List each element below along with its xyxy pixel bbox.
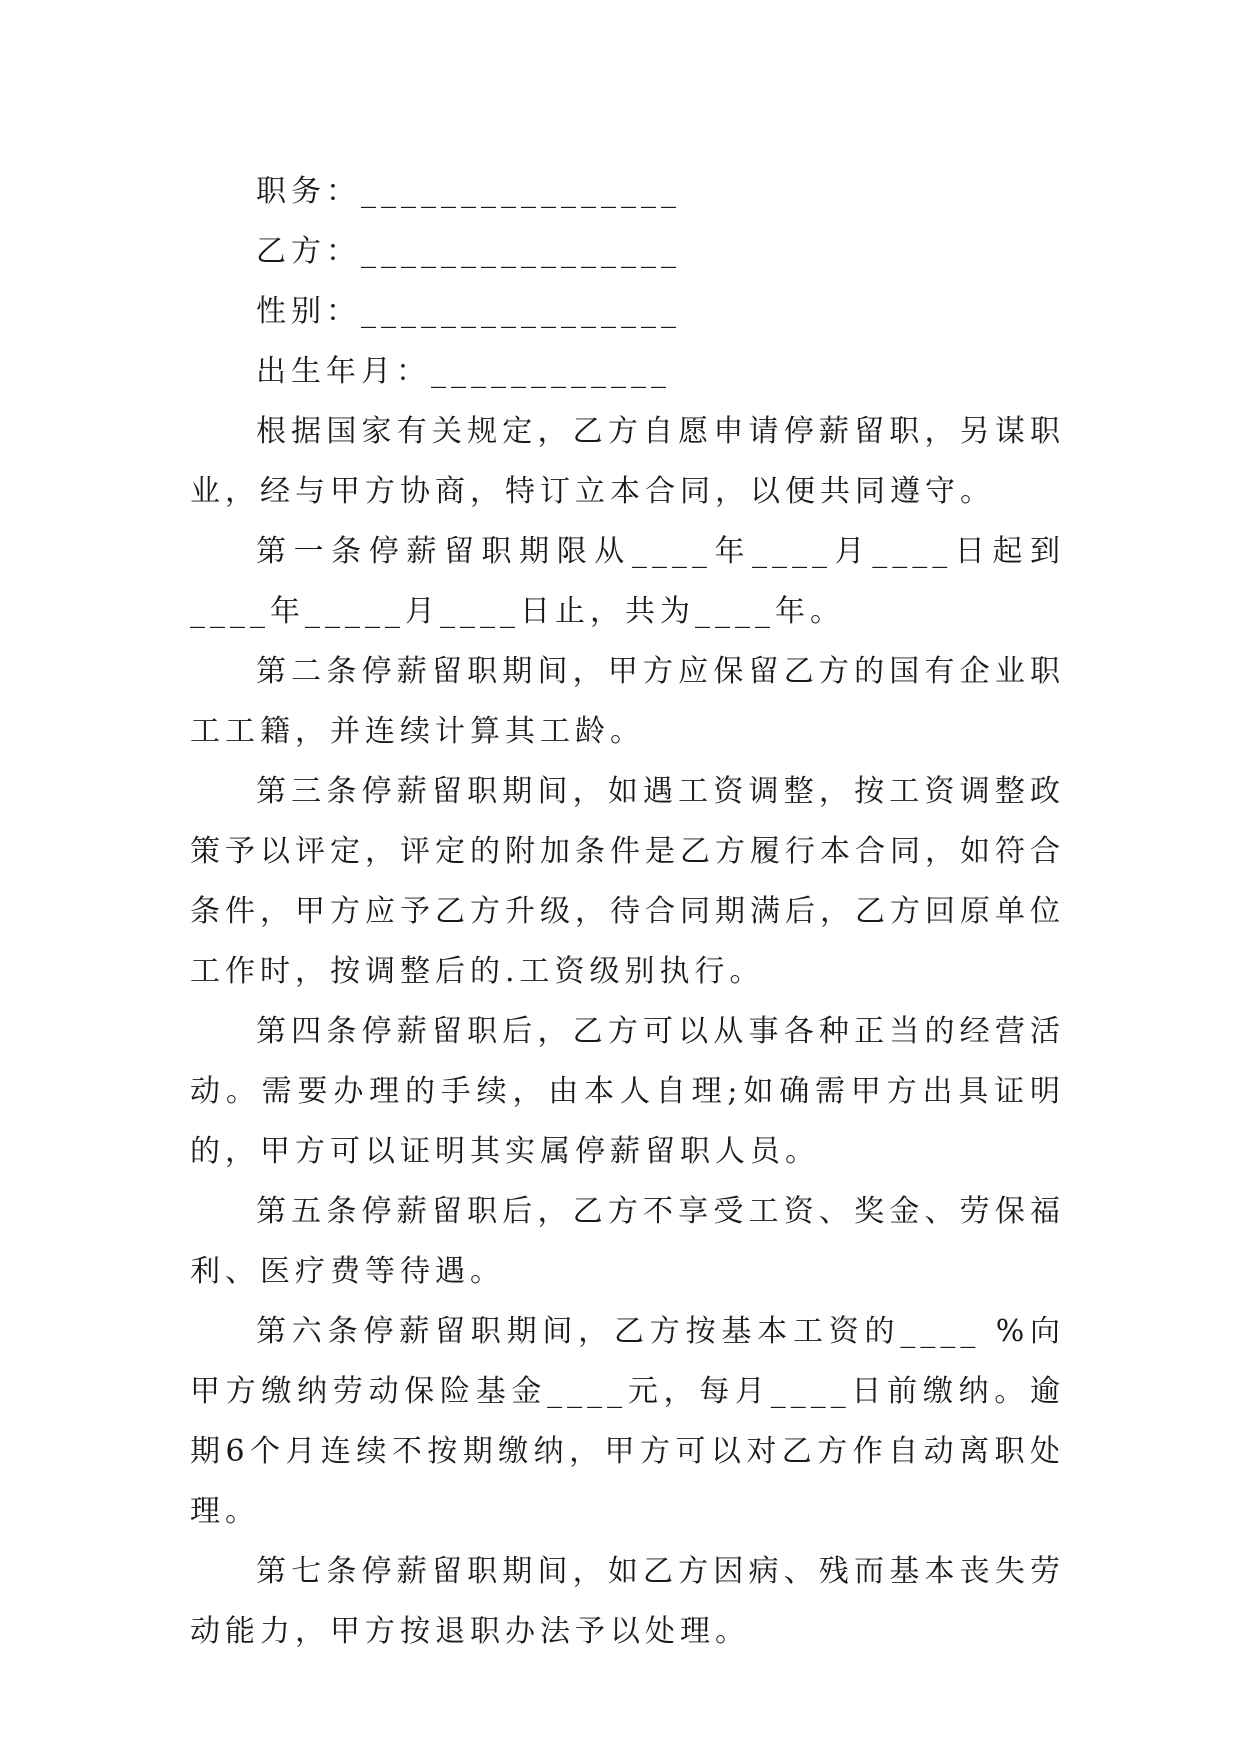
article-1-paragraph: 第一条停薪留职期限从____年____月____日起到____年_____月____日止，共为____年。 — [190, 534, 1065, 629]
fill-blank: ________________ — [361, 294, 681, 329]
article-4-paragraph: 第四条停薪留职后，乙方可以从事各种正当的经营活动。需要办理的手续，由本人自理;如确需甲方出具证明的，甲方可以证明其实属停薪留职人员。 — [190, 1014, 1065, 1169]
article-5-paragraph: 第五条停薪留职后，乙方不享受工资、奖金、劳保福利、医疗费等待遇。 — [190, 1194, 1065, 1289]
field-label: 职务： — [256, 174, 361, 209]
position-field — [256, 162, 1065, 222]
article-7-paragraph: 第七条停薪留职期间，如乙方因病、残而基本丧失劳动能力，甲方按退职办法予以处理。 — [190, 1554, 1065, 1649]
fill-blank: ________________ — [361, 174, 681, 209]
field-label: 乙方： — [256, 234, 361, 269]
document-body — [190, 162, 1065, 1662]
field-label: 性别： — [256, 294, 361, 329]
fill-blank: ________________ — [361, 234, 681, 269]
preamble-paragraph: 根据国家有关规定，乙方自愿申请停薪留职，另谋职业，经与甲方协商，特订立本合同，以便共同遵守。 — [190, 414, 1065, 509]
article-6-paragraph: 第六条停薪留职期间，乙方按基本工资的____ %向甲方缴纳劳动保险基金____元，每月____日前缴纳。逾期6个月连续不按期缴纳，甲方可以对乙方作自动离职处理。 — [190, 1314, 1065, 1529]
fill-blank: ____________ — [431, 354, 671, 389]
field-label: 出生年月： — [256, 354, 431, 389]
party-b-field — [256, 222, 1065, 282]
article-2-paragraph: 第二条停薪留职期间，甲方应保留乙方的国有企业职工工籍，并连续计算其工龄。 — [190, 654, 1065, 749]
gender-field — [256, 282, 1065, 342]
birth-date-field — [256, 342, 1065, 402]
article-3-paragraph: 第三条停薪留职期间，如遇工资调整，按工资调整政策予以评定，评定的附加条件是乙方履行本合同，如符合条件，甲方应予乙方升级，待合同期满后，乙方回原单位工作时，按调整后的.工资级别执行。 — [190, 774, 1065, 989]
